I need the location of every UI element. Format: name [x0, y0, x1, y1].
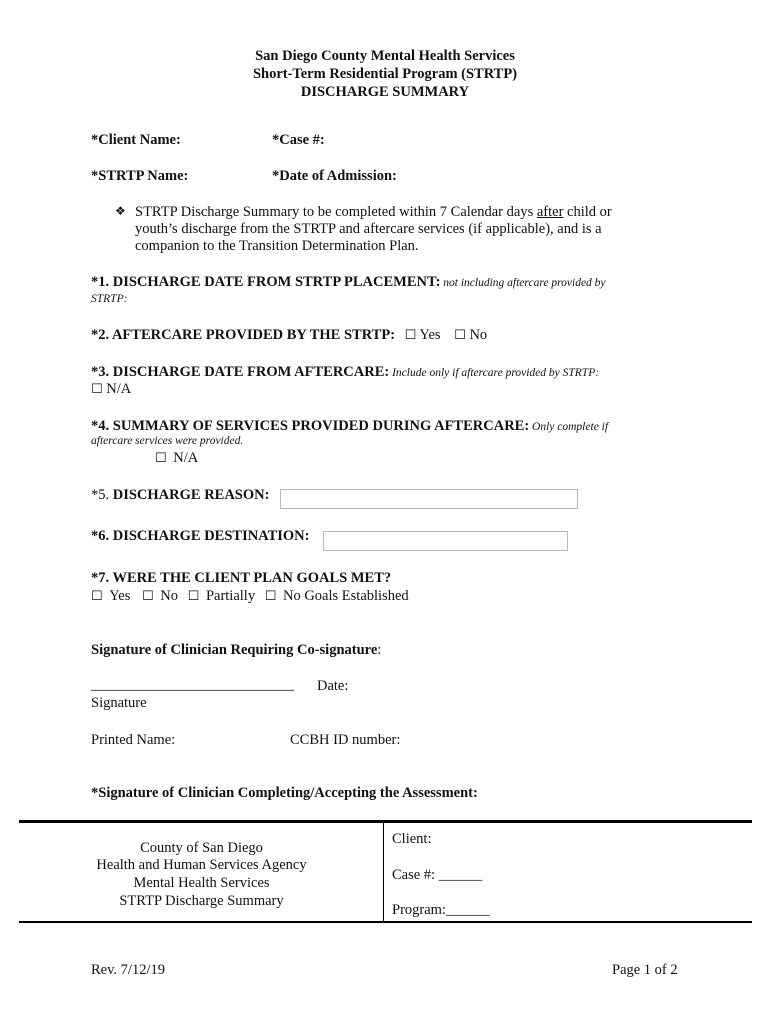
date-label: Date: — [317, 678, 349, 694]
q1-label: *1. DISCHARGE DATE FROM STRTP PLACEMENT: — [91, 274, 441, 290]
q4-row — [91, 418, 608, 435]
q2-yes-checkbox[interactable]: ☐ — [404, 328, 417, 343]
ccbh-id-label: CCBH ID number: — [290, 732, 401, 748]
footer-top-rule — [19, 820, 752, 823]
q7-options — [91, 588, 409, 605]
q4-hint-2: aftercare services were provided. — [91, 435, 244, 447]
q4-label: *4. SUMMARY OF SERVICES PROVIDED DURING AFTERCARE: — [91, 418, 530, 434]
client-name-label: *Client Name: — [91, 132, 181, 148]
page-number: Page 1 of 2 — [612, 962, 678, 978]
case-number-label: *Case #: — [272, 132, 325, 148]
strtp-name-label: *STRTP Name: — [91, 168, 189, 184]
q4-na-row — [155, 450, 198, 467]
q2-label: *2. AFTERCARE PROVIDED BY THE STRTP: — [91, 327, 396, 343]
q7-no-goals-label: No Goals Established — [282, 588, 409, 604]
header-line-1: San Diego County Mental Health Services — [255, 48, 515, 64]
q4-hint: Only complete if — [529, 421, 609, 433]
q7-no-goals-checkbox[interactable]: ☐ — [264, 589, 277, 604]
q1-hint-2: STRTP: — [91, 293, 128, 305]
footer-org-2: Health and Human Services Agency — [96, 857, 307, 873]
q5-prefix: *5. — [91, 487, 113, 503]
q3-na-row — [91, 381, 131, 398]
header-line-2: Short-Term Residential Program (STRTP) — [252, 66, 518, 82]
note-text-underlined: after — [536, 204, 564, 220]
q1-hint: not including aftercare provided by — [440, 277, 606, 289]
note-line-3: companion to the Transition Determination Plan. — [135, 238, 419, 254]
q3-na-label: N/A — [106, 381, 132, 397]
discharge-destination-input[interactable] — [323, 531, 568, 551]
q5-label: DISCHARGE REASON: — [112, 487, 270, 503]
footer-org-4: STRTP Discharge Summary — [119, 893, 284, 909]
note-text-pre: STRTP Discharge Summary to be completed within 7 Calendar days — [135, 204, 537, 220]
cosign-row — [91, 642, 381, 659]
footer-bottom-rule — [19, 921, 752, 923]
q1-row — [91, 274, 606, 291]
completing-signature-label: *Signature of Clinician Completing/Accepting the Assessment: — [91, 785, 478, 801]
q4-na-label: N/A — [173, 450, 199, 466]
note-line-2: youth’s discharge from the STRTP and aftercare services (if applicable), and is a — [135, 221, 602, 237]
q3-hint: Include only if aftercare provided by STRTP: — [389, 367, 600, 379]
printed-name-label: Printed Name: — [91, 732, 176, 748]
q7-partially-checkbox[interactable]: ☐ — [187, 589, 200, 604]
q5-row — [91, 487, 269, 504]
q2-row — [91, 327, 487, 344]
signature-line[interactable]: ____________________________ — [91, 677, 294, 693]
q7-label: *7. WERE THE CLIENT PLAN GOALS MET? — [91, 570, 392, 586]
q2-no-label: No — [469, 327, 488, 343]
q7-no-checkbox[interactable]: ☐ — [142, 589, 154, 604]
footer-org-1: County of San Diego — [140, 840, 263, 856]
page-title: DISCHARGE SUMMARY — [300, 84, 470, 100]
bullet-icon: ❖ — [115, 204, 126, 218]
admission-date-label: *Date of Admission: — [272, 168, 397, 184]
q3-label: *3. DISCHARGE DATE FROM AFTERCARE: — [91, 364, 390, 380]
q4-na-checkbox[interactable]: ☐ — [155, 451, 167, 466]
footer-divider — [383, 823, 384, 921]
q3-na-checkbox[interactable]: ☐ — [91, 382, 103, 397]
discharge-reason-input[interactable] — [280, 489, 578, 509]
revision-date: Rev. 7/12/19 — [91, 962, 165, 978]
q7-no-label: No — [160, 588, 179, 604]
footer-client-label: Client: — [392, 831, 432, 847]
q3-row — [91, 364, 599, 381]
footer-org-3: Mental Health Services — [133, 875, 270, 891]
q7-partially-label: Partially — [205, 588, 256, 604]
footer-program-label: Program:______ — [392, 902, 490, 918]
q2-yes-label: Yes — [419, 327, 441, 343]
q7-yes-checkbox[interactable]: ☐ — [91, 589, 103, 604]
signature-label: Signature — [91, 695, 147, 711]
cosign-label: Signature of Clinician Requiring Co-signature — [91, 642, 378, 658]
footer-case-label: Case #: ______ — [392, 867, 483, 883]
cosign-colon: : — [377, 642, 382, 658]
note-text-post: child or — [563, 204, 612, 220]
q7-yes-label: Yes — [109, 588, 131, 604]
note-line-1 — [135, 204, 612, 221]
q6-label: *6. DISCHARGE DESTINATION: — [91, 528, 310, 544]
q2-no-checkbox[interactable]: ☐ — [454, 328, 466, 343]
